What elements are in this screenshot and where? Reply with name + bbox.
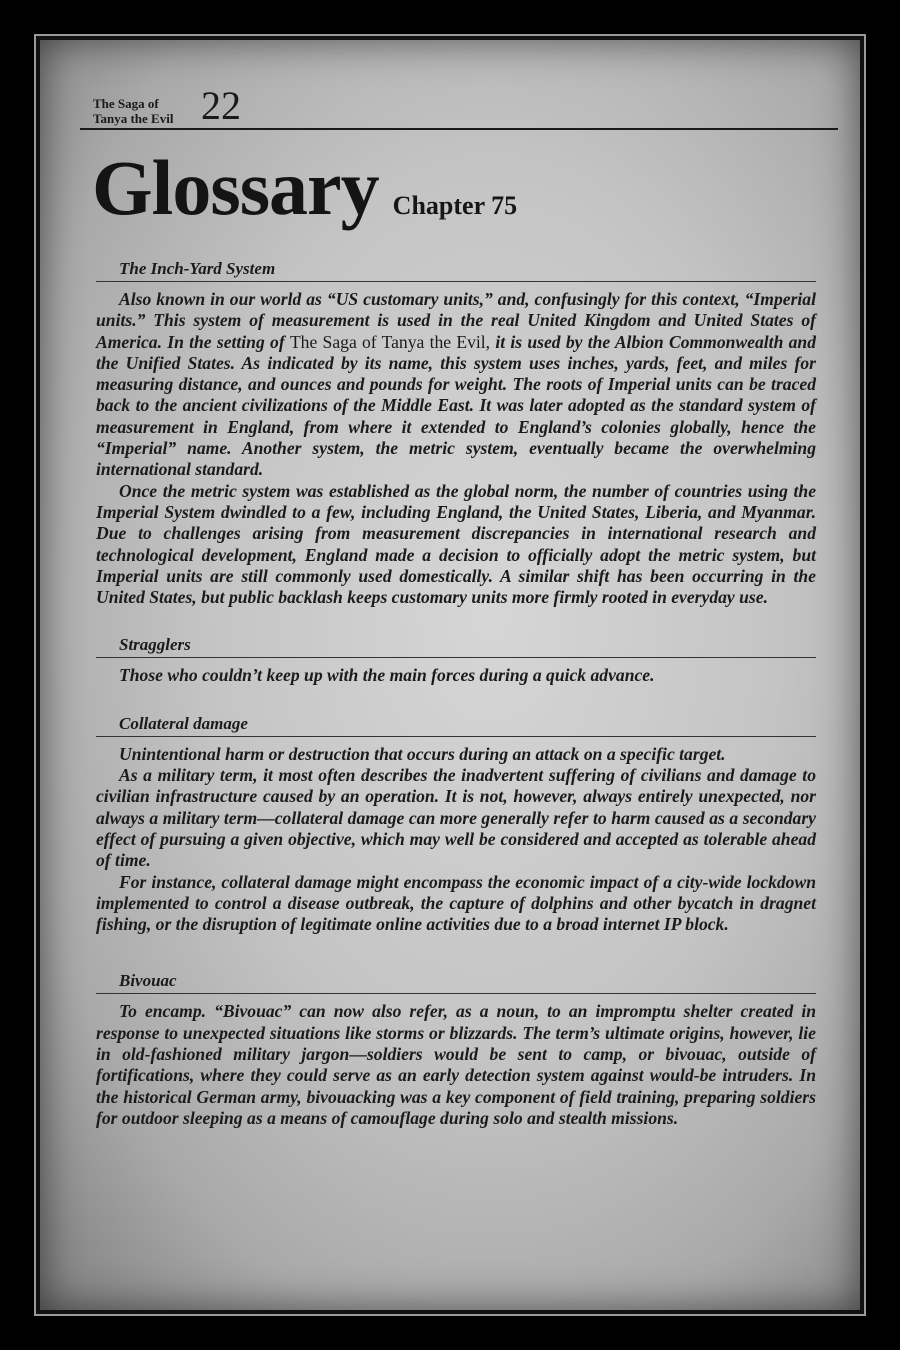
entry-term: Collateral damage [96, 714, 816, 737]
entry-term: Stragglers [96, 635, 816, 658]
glossary-entry-collateral-damage [96, 714, 816, 936]
series-title: The Saga of Tanya the Evil [93, 96, 174, 126]
entry-paragraph: As a military term, it most often describes the inadvertent suffering of civilians and damage to civilian infrastructure caused by an operation. It is not, however, always entirely unexpected, nor always a military term—collateral damage can more generally refer to harm caused as a secondary effect of pursuing a given objective, which may well be considered and accepted as tolerable ahead of time. [96, 765, 816, 871]
title-row [80, 140, 838, 240]
entry-term: The Inch-Yard System [96, 259, 816, 282]
entry-paragraph: For instance, collateral damage might encompass the economic impact of a city-wide lockdown implemented to control a disease outbreak, the capture of dolphins and other bycatch in dragnet fishing, or the disruption of legitimate online activities due to a broad internet IP block. [96, 871, 816, 935]
page-title: Glossary [92, 144, 379, 231]
entry-paragraph: Once the metric system was established as the global norm, the number of countries using the Imperial System dwindled to a few, including England, the United States, Liberia, and Myanmar. Due to challenges arising from measurement discrepancies in international research and technological development, England made a decision to officially adopt the metric system, but Imperial units are still commonly used domestically. A similar shift has been occurring in the United States, but public backlash keeps customary units more firmly rooted in everyday use. [96, 480, 816, 608]
entry-paragraph: To encamp. “Bivouac” can now also refer, as a noun, to an impromptu shelter created in response to unexpected situations like storms or blizzards. The term’s ultimate origins, however, lie in old-fashioned military jargon—soldiers would be sent to camp, or bivouac, outside of fortifications, where they could serve as an early detection system against would-be intruders. In the historical German army, bivouacking was a key component of field training, preparing soldiers for outdoor sleeping as a means of camouflage during solo and stealth missions. [96, 1001, 816, 1128]
book-title: The Saga of Tanya the Evil, [289, 331, 491, 352]
glossary-entry-stragglers [96, 635, 816, 686]
glossary-entry-bivouac [96, 971, 816, 1129]
entry-paragraph: Unintentional harm or destruction that occurs during an attack on a specific target. [119, 743, 726, 764]
entry-term: Bivouac [96, 971, 816, 994]
entry-paragraph: Also known in our world as “US customary units,” and, confusingly for this context, “Imperial units.” This system of measurement is used in the real United Kingdom and United States of America. In the setting of The Saga of Tanya the Evil, it is used by the Albion Commonwealth and the Unified States. As indicated by its name, this system uses inches, yards, feet, and miles for measuring distance, and ounces and pounds for weight. The roots of Imperial units can be traced back to the ancient civilizations of the Middle East. It was later adopted as the standard system of measurement in England, from where it extended to England’s colonies globally, hence the “Imperial” name. Another system, the metric system, eventually became the overwhelming international standard. [96, 289, 816, 480]
glossary-entries [96, 259, 816, 1129]
running-header [80, 83, 838, 130]
chapter-label: Chapter 75 [392, 191, 518, 220]
entry-paragraph: Those who couldn’t keep up with the main forces during a quick advance. [119, 665, 655, 686]
glossary-entry-inch-yard [96, 259, 816, 608]
volume-number: 22 [201, 83, 241, 128]
page-content [80, 83, 838, 1156]
